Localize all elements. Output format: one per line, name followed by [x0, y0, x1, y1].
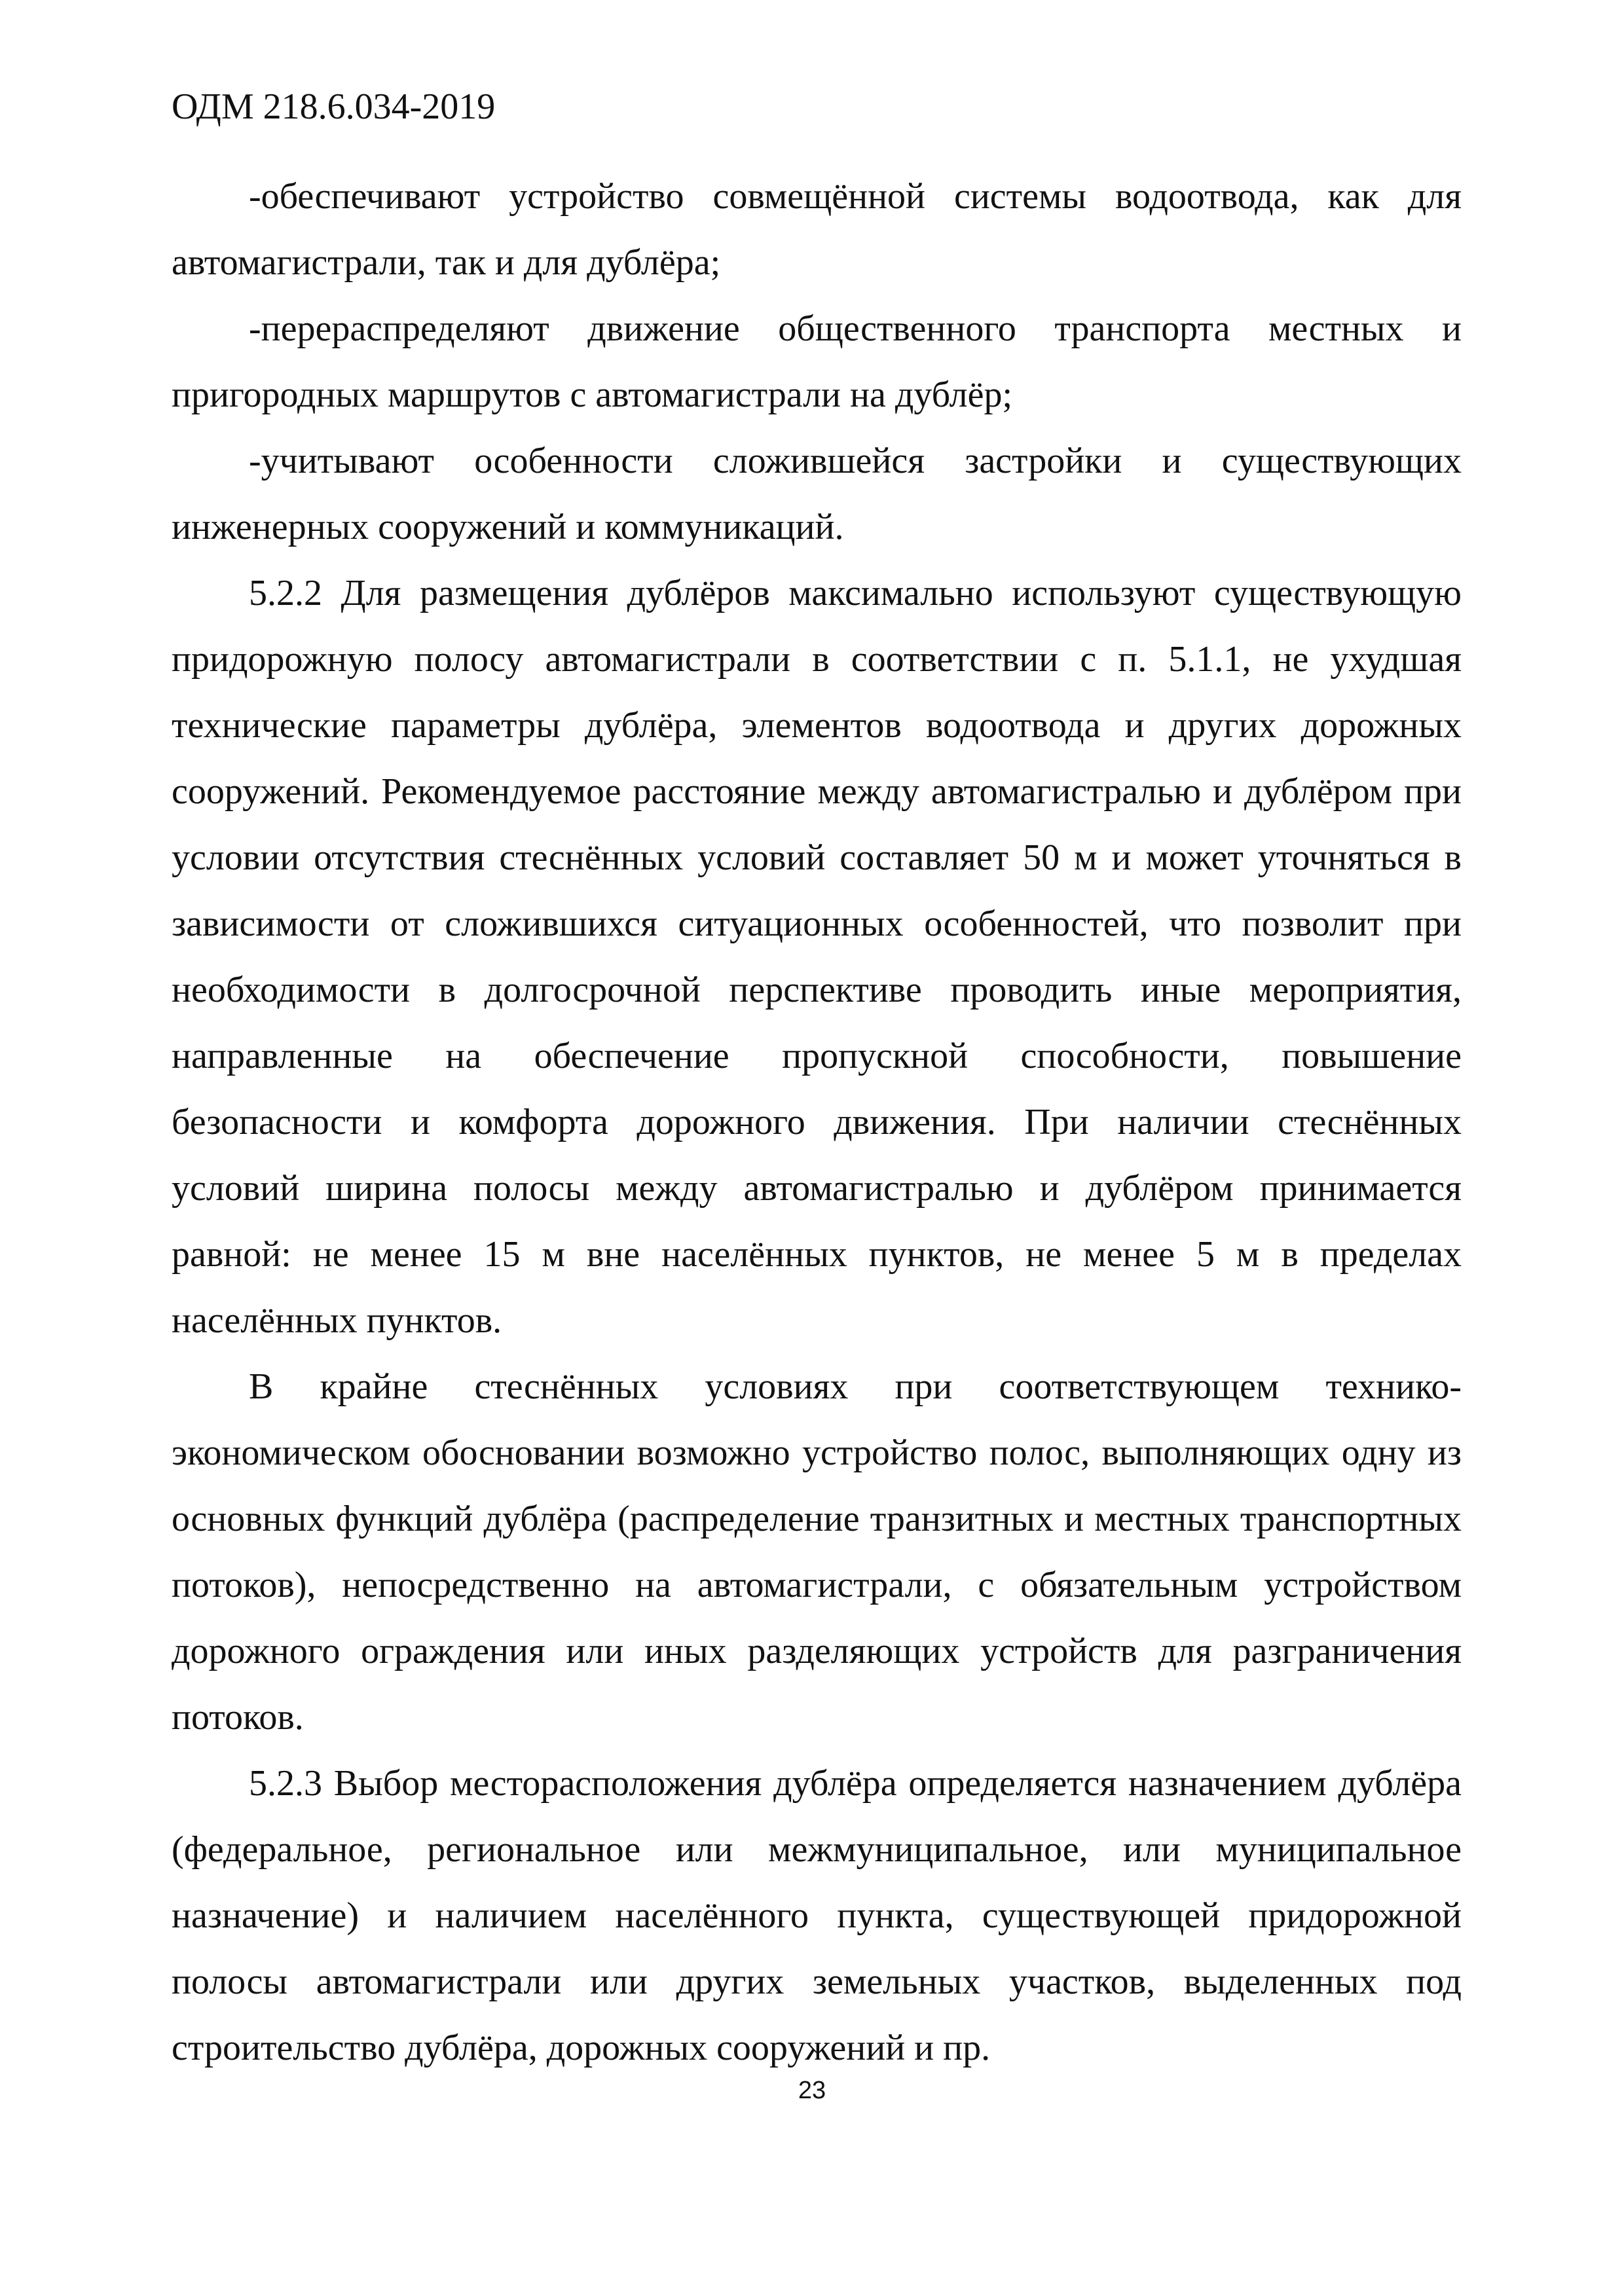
- page-number: 23: [798, 2077, 826, 2104]
- paragraph-section-5-2-2: 5.2.2 Для размещения дублёров максимально используют существующую придорожную полосу автомагистрали в соответствии с п. 5.1.1, не ухудшая технические параметры дублёра, элементов водоотвода и других дорожных сооружений. Рекомендуемое расстояние между автомагистралью и дублёром при условии отсутствия стеснённых условий составляет 50 м и может уточняться в зависимости от сложившихся ситуационных особенностей, что позволит при необходимости в долгосрочной перспективе проводить иные мероприятия, направленные на обеспечение пропускной способности, повышение безопасности и комфорта дорожного движения. При наличии стеснённых условий ширина полосы между автомагистралью и дублёром принимается равной: не менее 15 м вне населённых пунктов, не менее 5 м в пределах населённых пунктов.: [172, 573, 1462, 1341]
- document-code: ОДМ 218.6.034-2019: [172, 86, 496, 127]
- paragraph-constrained-conditions: В крайне стеснённых условиях при соответствующем технико-экономическом обосновании возможно устройство полос, выполняющих одну из основных функций дублёра (распределение транзитных и местных транспортных потоков), непосредственно на автомагистрали, с обязательным устройством дорожного ограждения или иных разделяющих устройств для разграничения потоков.: [172, 1366, 1462, 1738]
- paragraph-section-5-2-3: 5.2.3 Выбор месторасположения дублёра определяется назначением дублёра (федеральное, региональное или межмуниципальное, или муниципальное назначение) и наличием населённого пункта, существующей придорожной полосы автомагистрали или других земельных участков, выделенных под строительство дублёра, дорожных сооружений и пр.: [172, 1763, 1462, 2068]
- paragraph-list-item-public-transport: -перераспределяют движение общественного транспорта местных и пригородных маршрутов с автомагистрали на дублёр;: [172, 308, 1462, 415]
- paragraph-list-item-existing-buildings: -учитывают особенности сложившейся застройки и существующих инженерных сооружений и коммуникаций.: [172, 441, 1462, 547]
- paragraph-list-item-drainage: -обеспечивают устройство совмещённой системы водоотвода, как для автомагистрали, так и для дублёра;: [172, 176, 1462, 283]
- document-body: [172, 164, 1462, 2081]
